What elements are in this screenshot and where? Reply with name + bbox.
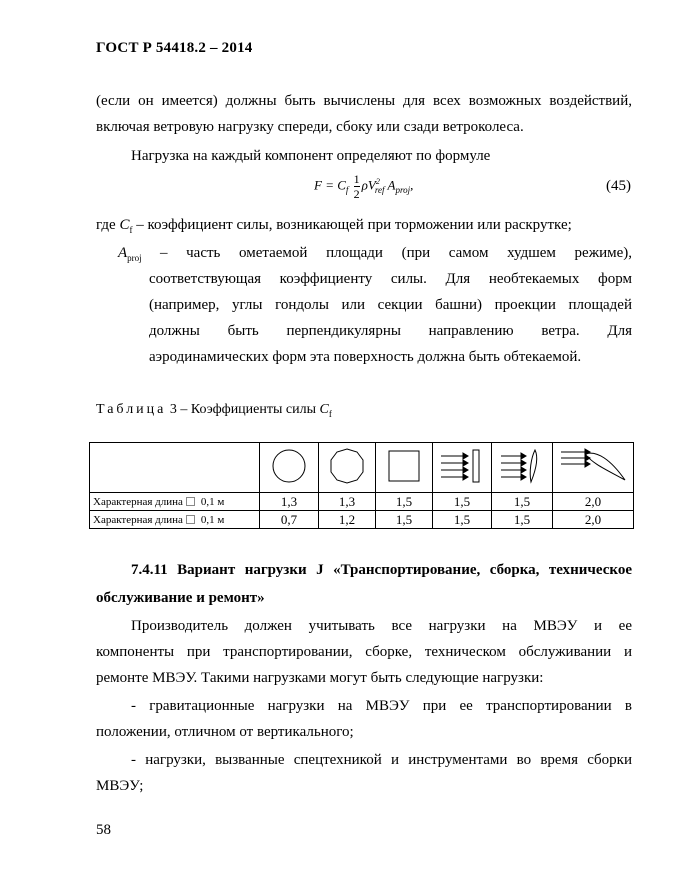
table-row (90, 493, 634, 511)
table-caption (96, 402, 332, 419)
section-title: 7.4.11 Вариант нагрузки J «Транспортирование, сборка, техническое (131, 562, 632, 578)
fraction-numerator: 1 (353, 172, 360, 186)
bullet-line: положении, отличном от вертикального; (96, 724, 354, 740)
table-corner-cell (90, 443, 260, 493)
formula-45 (314, 172, 413, 201)
bullet-line: - гравитационные нагрузки на МВЭУ при ее транспортировании в (131, 698, 632, 714)
formula-a-sub: proj (395, 185, 411, 196)
aproj-line: аэродинамических форм эта поверхность должна быть обтекаемой. (149, 349, 582, 365)
formula-a: A (387, 177, 396, 193)
caption-sub: f (328, 408, 332, 419)
formula-tail: , (410, 177, 414, 193)
cf-sub: f (129, 225, 133, 235)
coefficients-table (89, 442, 634, 529)
table-cell: 1,5 (433, 493, 492, 511)
document-header: ГОСТ Р 54418.2 – 2014 (96, 40, 253, 56)
table-cell: 1,5 (492, 493, 553, 511)
table-cell: 2,0 (553, 493, 634, 511)
section-line: Производитель должен учитывать все нагрузки на МВЭУ и ее (131, 618, 632, 634)
table-cell: 1,5 (433, 511, 492, 529)
table-cell: 2,0 (553, 511, 634, 529)
wing-section-icon (555, 446, 631, 486)
section-title: обслуживание и ремонт» (96, 590, 265, 606)
row-label: Характерная длина (93, 513, 183, 526)
definition-where: где (96, 217, 120, 233)
table-header-row (90, 443, 634, 493)
square-icon (384, 446, 424, 486)
shape-cell (376, 443, 433, 493)
formula-fraction (354, 172, 360, 201)
table-cell: 1,3 (260, 493, 319, 511)
aproj-line: соответствующая коэффициенту силы. Для необтекаемых форм (149, 271, 632, 287)
airfoil-icon (497, 446, 547, 486)
shape-cell (433, 443, 492, 493)
aproj-symbol: A (118, 245, 128, 261)
formula-lhs: F = C (314, 177, 346, 193)
row-condition: 0,1 м (200, 513, 225, 526)
flat-plate-icon (437, 446, 487, 486)
table-cell: 1,5 (376, 511, 433, 529)
shape-cell (492, 443, 553, 493)
aproj-symbol-wrap (118, 240, 148, 271)
caption-symbol: C (319, 402, 329, 417)
paragraph-line: Нагрузка на каждый компонент определяют по формуле (131, 148, 491, 164)
bullet-line: - нагрузки, вызванные спецтехникой и инструментами во время сборки (131, 752, 632, 768)
section-line: компоненты при транспортировании, сборке, техническом обслуживании и (96, 644, 632, 660)
shape-cell (260, 443, 319, 493)
caption-prefix: Таблица (96, 402, 167, 417)
row-label: Характерная длина (93, 495, 183, 508)
equation-number: (45) (606, 178, 631, 194)
circle-icon (269, 446, 309, 486)
row-label-cell (90, 493, 260, 511)
aproj-line: – часть ометаемой площади (при самом худшем режиме), (160, 245, 632, 261)
bullet-line: МВЭУ; (96, 778, 144, 794)
cf-symbol: C (119, 217, 130, 233)
symbol-placeholder-icon (186, 497, 195, 506)
table-cell: 1,2 (319, 511, 376, 529)
formula-rho-v: ρV (361, 177, 376, 193)
table-row (90, 511, 634, 529)
formula-v-sub: ref (374, 185, 385, 196)
paragraph-line: включая ветровую нагрузку спереди, сбоку или сзади ветроколеса. (96, 119, 524, 135)
table-cell: 1,3 (319, 493, 376, 511)
formula-v-sup: 2 (375, 177, 380, 187)
paragraph-line: (если он имеется) должны быть вычислены для всех возможных воздействий, (96, 93, 632, 109)
formula-cf-sub: f (345, 185, 349, 196)
shape-cell (319, 443, 376, 493)
symbol-placeholder-icon (186, 515, 195, 524)
aproj-line: должны быть перпендикулярны направлению ветра. Для (149, 323, 632, 339)
cf-text: – коэффициент силы, возникающей при торможении или раскрутке; (132, 217, 572, 233)
caption-rest: 3 – Коэффициенты силы (166, 402, 320, 417)
fraction-denominator: 2 (353, 187, 360, 201)
page-number: 58 (96, 822, 111, 838)
row-label-cell (90, 511, 260, 529)
table-cell: 1,5 (492, 511, 553, 529)
section-line: ремонте МВЭУ. Такими нагрузками могут быть следующие нагрузки: (96, 670, 544, 686)
polygon-icon (327, 446, 367, 486)
shape-cell (553, 443, 634, 493)
aproj-line: (например, углы гондолы или секции башни) проекции площадей (149, 297, 632, 313)
definition-cf (96, 212, 572, 243)
table-cell: 1,5 (376, 493, 433, 511)
aproj-sub: proj (127, 253, 142, 263)
table-cell: 0,7 (260, 511, 319, 529)
row-condition: 0,1 м (200, 495, 225, 508)
